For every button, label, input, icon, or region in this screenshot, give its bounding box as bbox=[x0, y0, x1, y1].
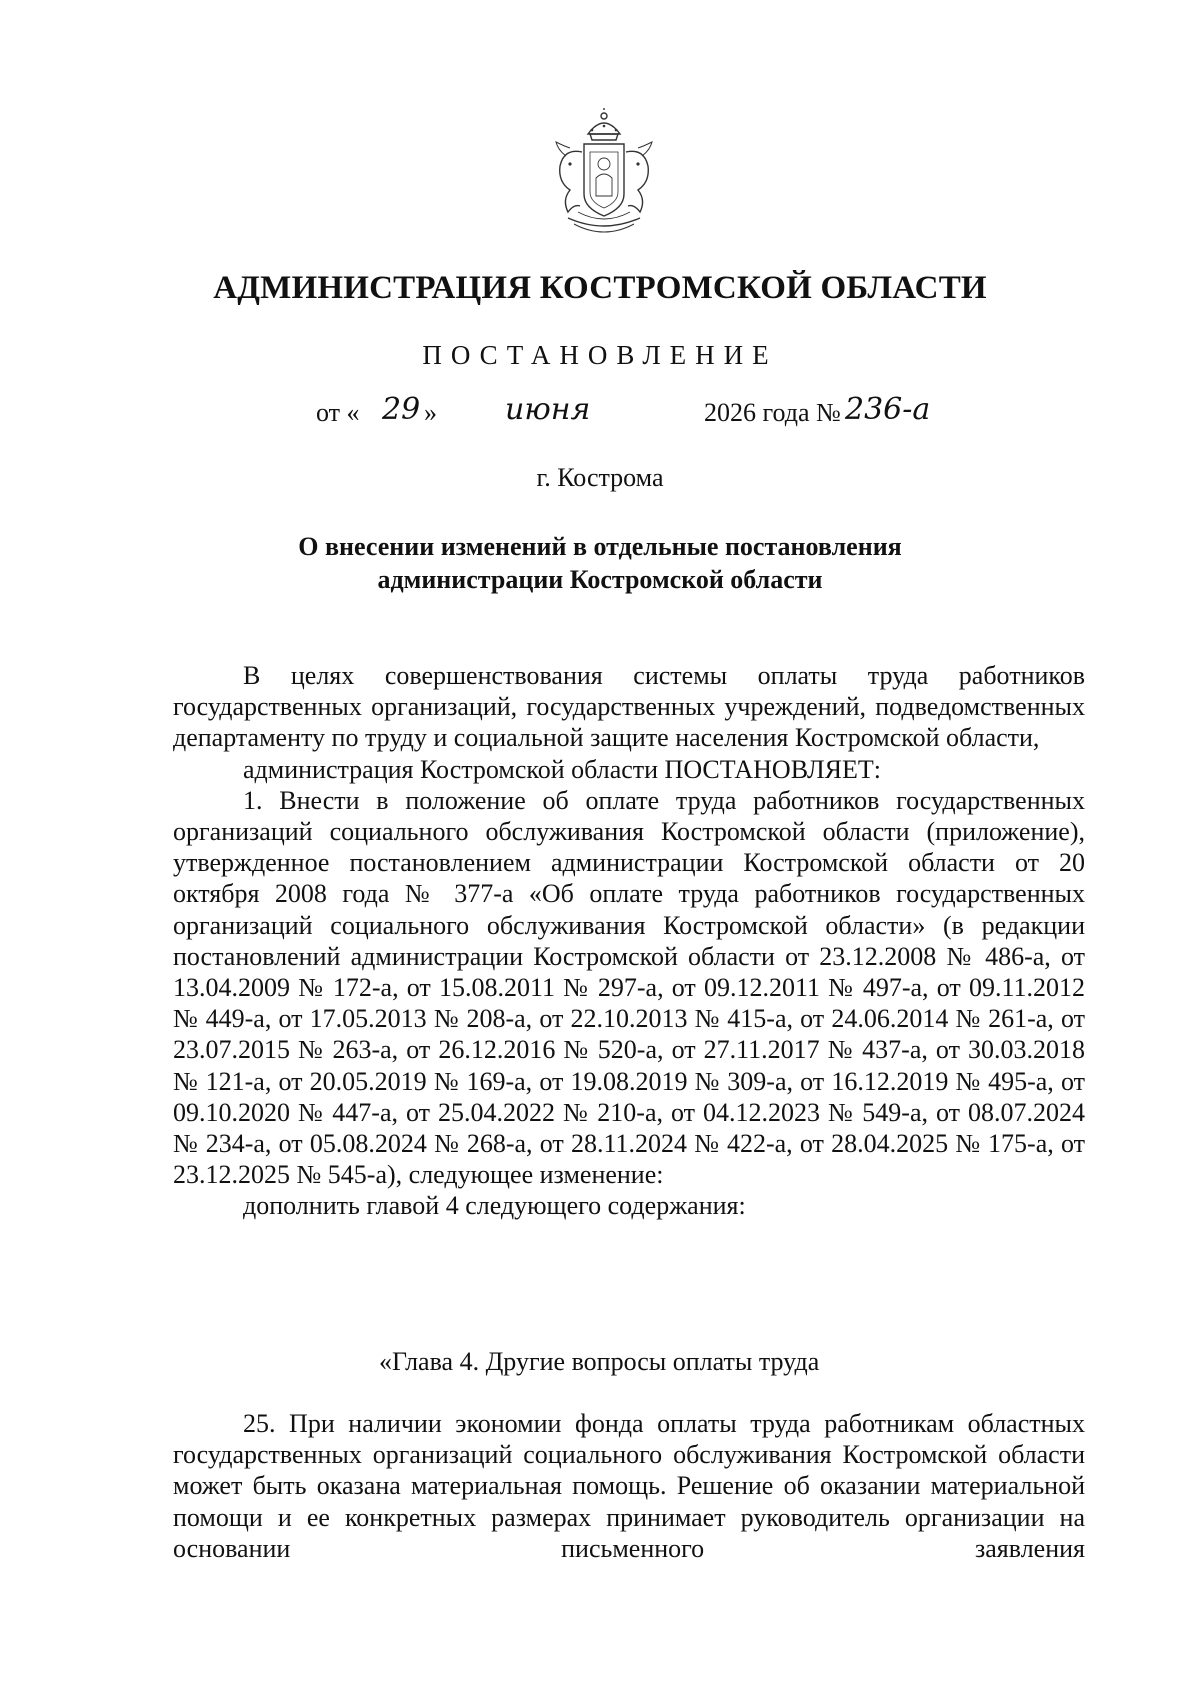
document-subject bbox=[0, 530, 1200, 596]
supplement-paragraph: дополнить главой 4 следующего содержания: bbox=[243, 1191, 746, 1221]
chapter-title: «Глава 4. Другие вопросы оплаты труда bbox=[379, 1347, 820, 1376]
subject-line-1: О внесении изменений в отдельные постановления bbox=[298, 532, 902, 561]
date-line bbox=[0, 392, 1200, 438]
handwritten-month: июня bbox=[505, 392, 591, 427]
document-body bbox=[173, 660, 1085, 1222]
coat-of-arms-icon bbox=[548, 108, 660, 240]
item-1-paragraph: 1. Внести в положение об оплате труда работников государственных организаций социального обслуживания Костромской области (приложение), утвержденное постановлением администрации Костромской области от 20 октября 2008 года № 377-а «Об оплате труда работников государственных организаций социального обслуживания Костромской области» (в редакции постановлений администрации Костромской области от 23.12.2008 № 486-а, от 13.04.2009 № 172-а, от 15.08.2011 № 297-а, от 09.12.2011 № 497-а, от 09.11.2012 № 449-а, от 17.05.2013 № 208-а, от 22.10.2013 № 415-а, от 24.06.2014 № 261-а, от 23.07.2015 № 263-а, от 26.12.2016 № 520-а, от 27.11.2017 № 437-а, от 30.03.2018 № 121-а, от 20.05.2019 № 169-а, от 19.08.2019 № 309-а, от 16.12.2019 № 495-а, от 09.10.2020 № 447-а, от 25.04.2022 № 210-а, от 04.12.2023 № 549-а, от 08.07.2024 № 234-а, от 05.08.2024 № 268-а, от 28.11.2024 № 422-а, от 28.04.2025 № 175-а, от 23.12.2025 № 545-а), следующее изменение: bbox=[173, 785, 1085, 1190]
handwritten-number: 236-а bbox=[845, 392, 931, 427]
date-close-quote: » bbox=[424, 398, 437, 427]
subject-line-2: администрации Костромской области bbox=[377, 565, 823, 594]
document-type: ПОСТАНОВЛЕНИЕ bbox=[422, 340, 778, 370]
city: г. Кострома bbox=[536, 463, 664, 492]
resolves-paragraph: администрация Костромской области ПОСТАНОВЛЯЕТ: bbox=[243, 754, 882, 784]
organization-title: АДМИНИСТРАЦИЯ КОСТРОМСКОЙ ОБЛАСТИ bbox=[213, 270, 987, 306]
year-text: 2026 года № bbox=[704, 398, 841, 427]
handwritten-day: 29 bbox=[382, 392, 421, 427]
date-prefix: от « bbox=[316, 398, 360, 427]
document-body-continued bbox=[173, 1408, 1085, 1564]
item-25-paragraph: 25. При наличии экономии фонда оплаты труда работникам областных государственных организаций социального обслуживания Костромской области может быть оказана материальная помощь. Решение об оказании материальной помощи и ее конкретных размерах принимает руководитель организации на основании письменного заявления bbox=[173, 1409, 1085, 1563]
preamble-paragraph: В целях совершенствования системы оплаты труда работников государственных организаций, государственных учреждений, подведомственных департаменту по труду и социальной защите населения Костромской области, bbox=[173, 661, 1085, 753]
